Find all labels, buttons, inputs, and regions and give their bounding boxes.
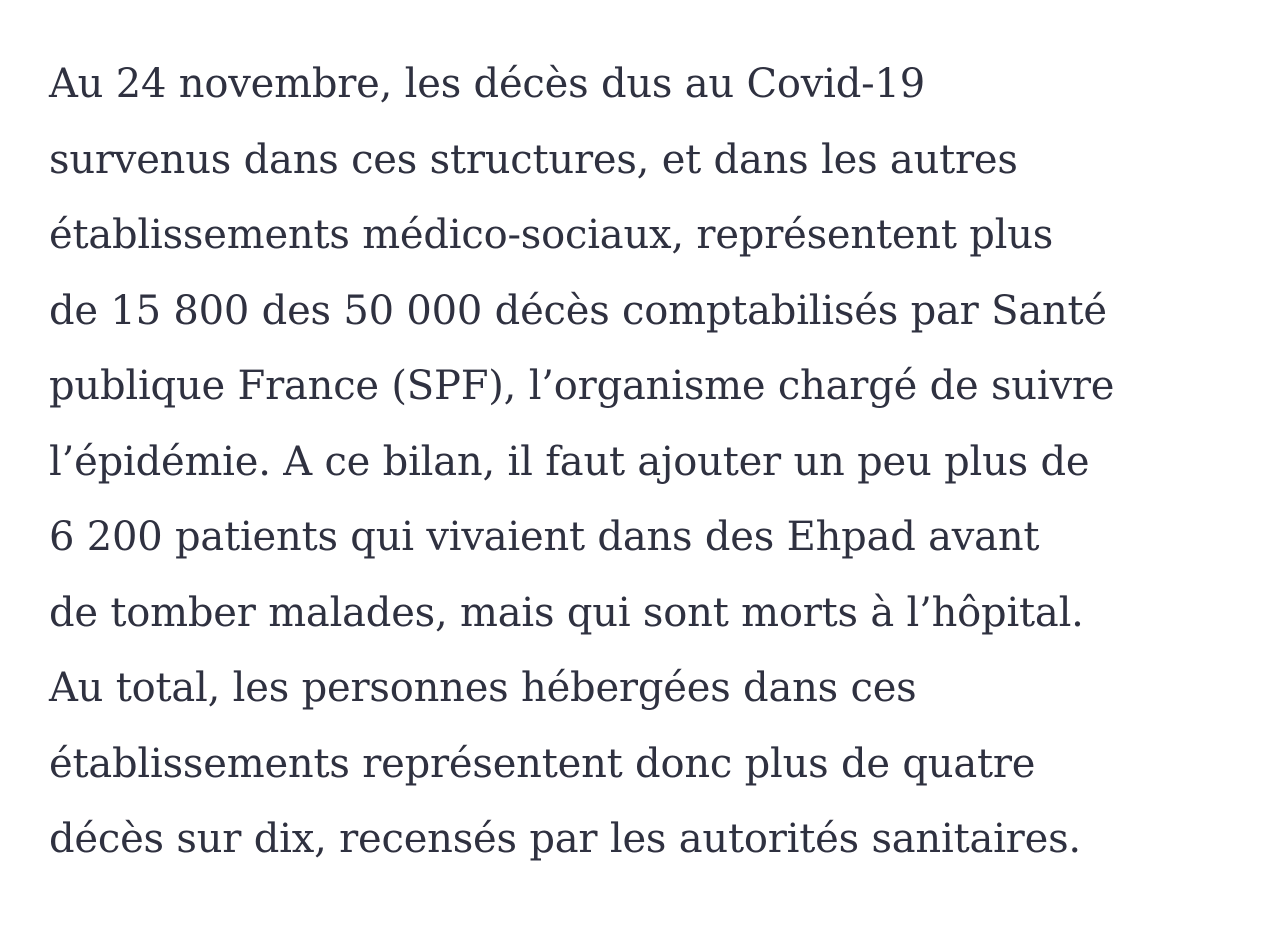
paragraph-line: de tomber malades, mais qui sont morts à l’hôpital.: [49, 589, 1084, 636]
paragraph-line: Au 24 novembre, les décès dus au Covid-19: [49, 61, 925, 107]
paragraph-line: établissements représentent donc plus de quatre: [49, 740, 1036, 787]
paragraph-line: 6 200 patients qui vivaient dans des Ehpad avant: [49, 514, 1040, 560]
paragraph-line: décès sur dix, recensés par les autorités sanitaires.: [49, 816, 1081, 862]
paragraph-line: publique France (SPF), l’organisme chargé de suivre: [49, 363, 1115, 409]
paragraph-line: établissements médico-sociaux, représentent plus: [49, 212, 1054, 258]
article-paragraph: [49, 47, 1264, 878]
paragraph-line: survenus dans ces structures, et dans les autres: [49, 136, 1018, 183]
paragraph-line: l’épidémie. A ce bilan, il faut ajouter un peu plus de: [49, 438, 1090, 485]
paragraph-line: de 15 800 des 50 000 décès comptabilisés par Santé: [49, 287, 1107, 334]
paragraph-line: Au total, les personnes hébergées dans ces: [49, 665, 917, 711]
